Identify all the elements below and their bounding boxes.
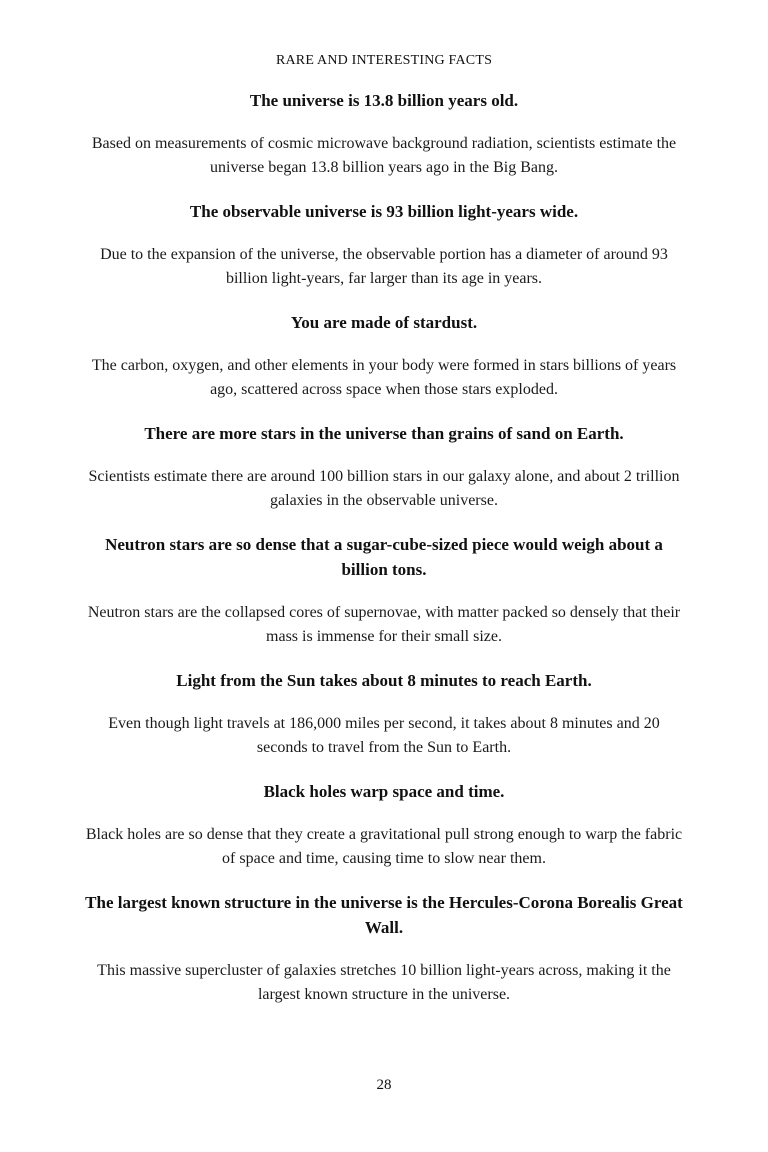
fact-body: Neutron stars are the collapsed cores of supernovae, with matter packed so densely that their mass is immense for their small size. bbox=[87, 604, 681, 645]
fact-body: This massive supercluster of galaxies stretches 10 billion light-years across, making it the largest known structure in the universe. bbox=[97, 962, 671, 1003]
facts-list bbox=[84, 88, 684, 1026]
fact-item bbox=[84, 310, 684, 402]
fact-body: Scientists estimate there are around 100 billion stars in our galaxy alone, and about 2 trillion galaxies in the observable universe. bbox=[88, 468, 680, 509]
fact-item bbox=[84, 779, 684, 871]
fact-title: The observable universe is 93 billion light-years wide. bbox=[189, 202, 579, 221]
fact-title: Light from the Sun takes about 8 minutes to reach Earth. bbox=[176, 671, 592, 690]
fact-title: The universe is 13.8 billion years old. bbox=[249, 91, 519, 110]
page-number: 28 bbox=[376, 1077, 392, 1093]
fact-item bbox=[84, 88, 684, 180]
fact-title: Black holes warp space and time. bbox=[263, 782, 505, 801]
fact-item bbox=[84, 421, 684, 513]
fact-body: Black holes are so dense that they create a gravitational pull strong enough to warp the fabric of space and time, causing time to slow near them. bbox=[85, 826, 683, 867]
fact-item bbox=[84, 199, 684, 291]
fact-title: You are made of stardust. bbox=[290, 313, 478, 332]
fact-body: The carbon, oxygen, and other elements in your body were formed in stars billions of years ago, scattered across space when those stars exploded. bbox=[91, 357, 677, 398]
fact-title: Neutron stars are so dense that a sugar-cube-sized piece would weigh about a billion tons. bbox=[105, 535, 663, 579]
running-header: RARE AND INTERESTING FACTS bbox=[275, 53, 493, 68]
fact-item bbox=[84, 668, 684, 760]
fact-body: Based on measurements of cosmic microwave background radiation, scientists estimate the universe began 13.8 billion years ago in the Big Bang. bbox=[91, 135, 677, 176]
fact-body: Even though light travels at 186,000 miles per second, it takes about 8 minutes and 20 seconds to travel from the Sun to Earth. bbox=[108, 715, 660, 756]
fact-body: Due to the expansion of the universe, the observable portion has a diameter of around 93 billion light-years, far larger than its age in years. bbox=[100, 246, 668, 287]
fact-title: There are more stars in the universe than grains of sand on Earth. bbox=[144, 424, 624, 443]
fact-item bbox=[84, 890, 684, 1007]
fact-title: The largest known structure in the universe is the Hercules-Corona Borealis Great Wall. bbox=[85, 893, 683, 937]
fact-item bbox=[84, 532, 684, 649]
